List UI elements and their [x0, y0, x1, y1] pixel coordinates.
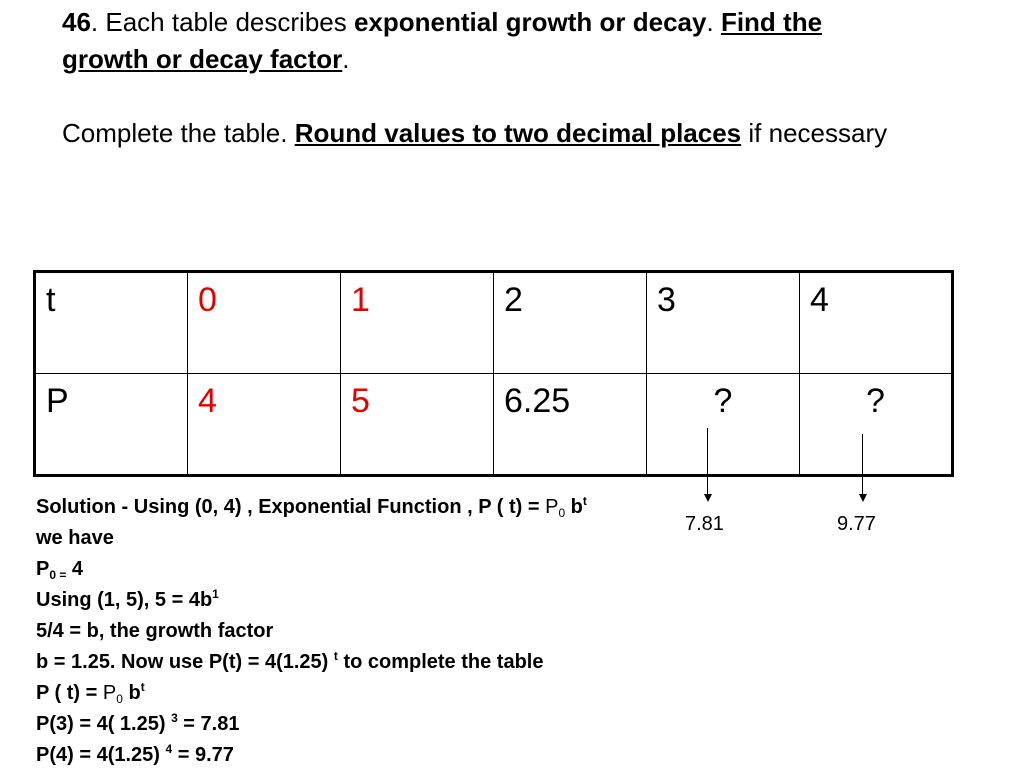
solution-text: b [565, 496, 583, 518]
solution-text: P(4) = 4(1.25) [36, 744, 166, 766]
arrow-p4-line [862, 434, 863, 496]
solution-line-9 [36, 740, 736, 771]
table-cell-p1: 5 [341, 374, 494, 476]
solution-text: = 7.81 [177, 713, 240, 735]
problem-end: . [342, 44, 350, 74]
solution-superscript: 4 [165, 742, 173, 756]
solution-text: b [122, 682, 141, 704]
table-cell-t-header: t [35, 272, 188, 374]
problem-type-phrase: exponential growth or decay [353, 7, 707, 37]
table-cell-t4: 4 [800, 272, 953, 374]
instruction [62, 115, 992, 152]
solution-text: Solution - Using (0, 4) , Exponential Function , P ( t) = [36, 496, 546, 518]
solution-superscript: t [333, 649, 338, 663]
solution-symbol: P [36, 558, 50, 580]
solution-line-8 [36, 709, 736, 740]
solution-superscript: 1 [212, 587, 219, 601]
solution-line-6 [36, 647, 736, 678]
problem-heading [62, 4, 962, 78]
solution-subscript: 0 [116, 692, 123, 706]
solution-text: Using (1, 5), 5 = 4b [36, 589, 213, 611]
solution-superscript: t [582, 494, 587, 508]
answer-p4: 9.77 [837, 513, 876, 535]
problem-intro: . Each table describes [90, 7, 354, 37]
problem-number: 46 [62, 7, 91, 37]
solution-line-7 [36, 678, 736, 709]
problem-period: . [706, 7, 721, 37]
problem-task-part2: growth or decay factor [62, 44, 343, 74]
solution-line-4 [36, 585, 736, 616]
solution-subscript: 0 = [49, 568, 67, 582]
table-cell-p0: 4 [188, 374, 341, 476]
table-cell-p3: ? [647, 374, 800, 476]
table-row-p [35, 374, 953, 476]
solution-text: P ( t) = [36, 682, 103, 704]
solution-line-5: 5/4 = b, the growth factor [36, 620, 274, 642]
instruction-lead: Complete the table. [62, 118, 295, 148]
solution-superscript: t [140, 680, 145, 694]
table-cell-p4: ? [800, 374, 953, 476]
solution-symbol: P [102, 682, 117, 704]
solution-line-3 [36, 554, 736, 585]
solution-line-2: we have [36, 527, 114, 549]
solution-block [36, 492, 736, 771]
table-cell-t3: 3 [647, 272, 800, 374]
solution-text: 4 [66, 558, 84, 580]
solution-text: P(3) = 4( 1.25) [36, 713, 172, 735]
solution-symbol: P [545, 496, 559, 518]
table-row-t [35, 272, 953, 374]
instruction-tail: if necessary [741, 118, 888, 148]
table-cell-t0: 0 [188, 272, 341, 374]
solution-subscript: 0 [558, 506, 566, 520]
arrow-p3-line [707, 428, 708, 496]
arrow-p4-head-icon [859, 494, 867, 502]
problem-task-part1: Find the [720, 7, 823, 37]
growth-table [33, 270, 954, 477]
table-cell-t1: 1 [341, 272, 494, 374]
solution-text: = 9.77 [172, 744, 234, 766]
table-cell-p2: 6.25 [494, 374, 647, 476]
solution-superscript: 3 [171, 711, 178, 725]
instruction-emphasis: Round values to two decimal places [294, 118, 742, 148]
solution-text: to complete the table [337, 651, 544, 673]
table-cell-t2: 2 [494, 272, 647, 374]
table-cell-p-header: P [35, 374, 188, 476]
solution-line-1 [36, 492, 736, 523]
answer-p3: 7.81 [685, 513, 724, 535]
solution-text: b = 1.25. Now use P(t) = 4(1.25) [36, 651, 334, 673]
